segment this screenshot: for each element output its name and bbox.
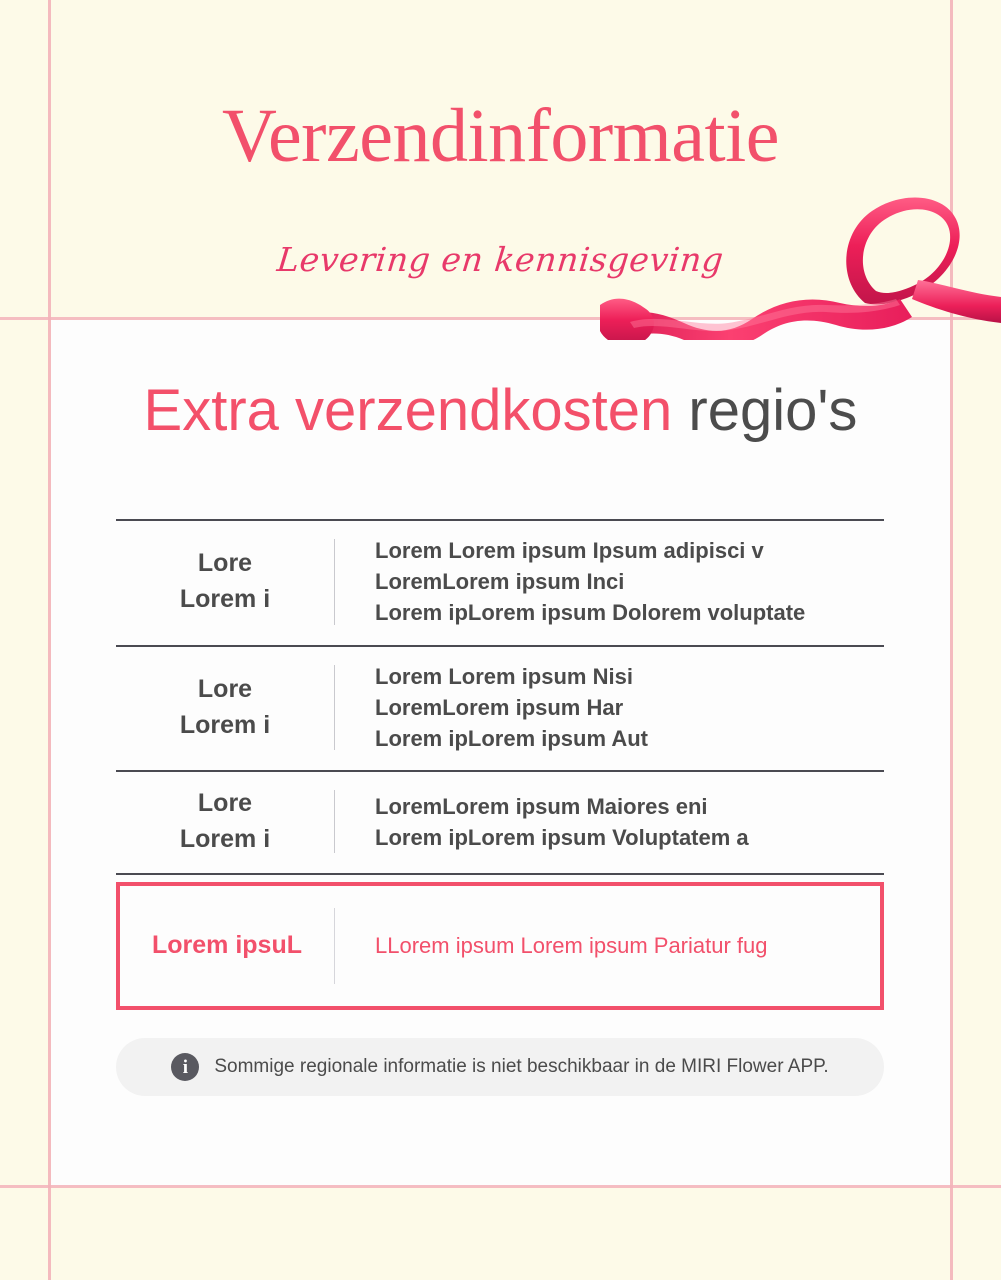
table-row-label-line2: Lorem i [179,824,271,853]
shipping-regions-table [116,519,884,875]
table-row-label-line1: Lore [197,675,253,704]
page-subtitle: Levering en kennisgeving [275,240,726,279]
table-row-body-line: LoremLorem ipsum Inci [375,569,625,595]
table-row-label-line2: Lorem i [179,584,271,613]
page-title: Verzendinformatie [221,94,779,178]
table-row-body-line: Lorem ipLorem ipsum Voluptatem a [375,824,749,850]
highlighted-row-label: Lorem ipsuL [151,931,302,960]
table-row-label-line1: Lore [197,549,253,578]
table-row-body-line: LoremLorem ipsum Har [375,694,624,720]
info-icon: i [171,1053,199,1081]
table-row [116,519,884,645]
table-row-body [335,661,884,755]
table-row [116,770,884,875]
table-row-body-line: Lorem Lorem ipsum Ipsum adipisci v [375,538,764,563]
frame-rule-bottom [0,1185,1001,1188]
table-row-label [116,546,334,617]
table-row-highlighted [116,882,884,1010]
table-row-body [335,535,884,629]
table-row-label-line2: Lorem i [179,710,271,739]
section-heading [51,378,950,443]
table-row-body [335,791,884,853]
section-heading-accent: Extra verzendkosten [143,378,673,443]
table-row-body-line: Lorem Lorem ipsum Nisi [375,663,633,689]
table-row-body-line: LoremLorem ipsum Maiores eni [375,793,708,819]
table-row-body-line: Lorem ipLorem ipsum Dolorem voluptate [375,600,806,626]
table-row-label [116,672,334,743]
poster-header [0,0,1001,318]
section-heading-muted: regio's [672,378,858,443]
info-note [116,1038,884,1096]
content-panel [51,320,950,1186]
table-row-label-line1: Lore [197,789,253,818]
table-row [116,645,884,771]
info-note-text: Sommige regionale informatie is niet beschikbaar in de MIRI Flower APP. [214,1056,829,1077]
highlighted-row-body: LLorem ipsum Lorem ipsum Pariatur fug [375,933,768,959]
table-row-body-line: Lorem ipLorem ipsum Aut [375,726,648,752]
table-row-label [116,786,334,857]
